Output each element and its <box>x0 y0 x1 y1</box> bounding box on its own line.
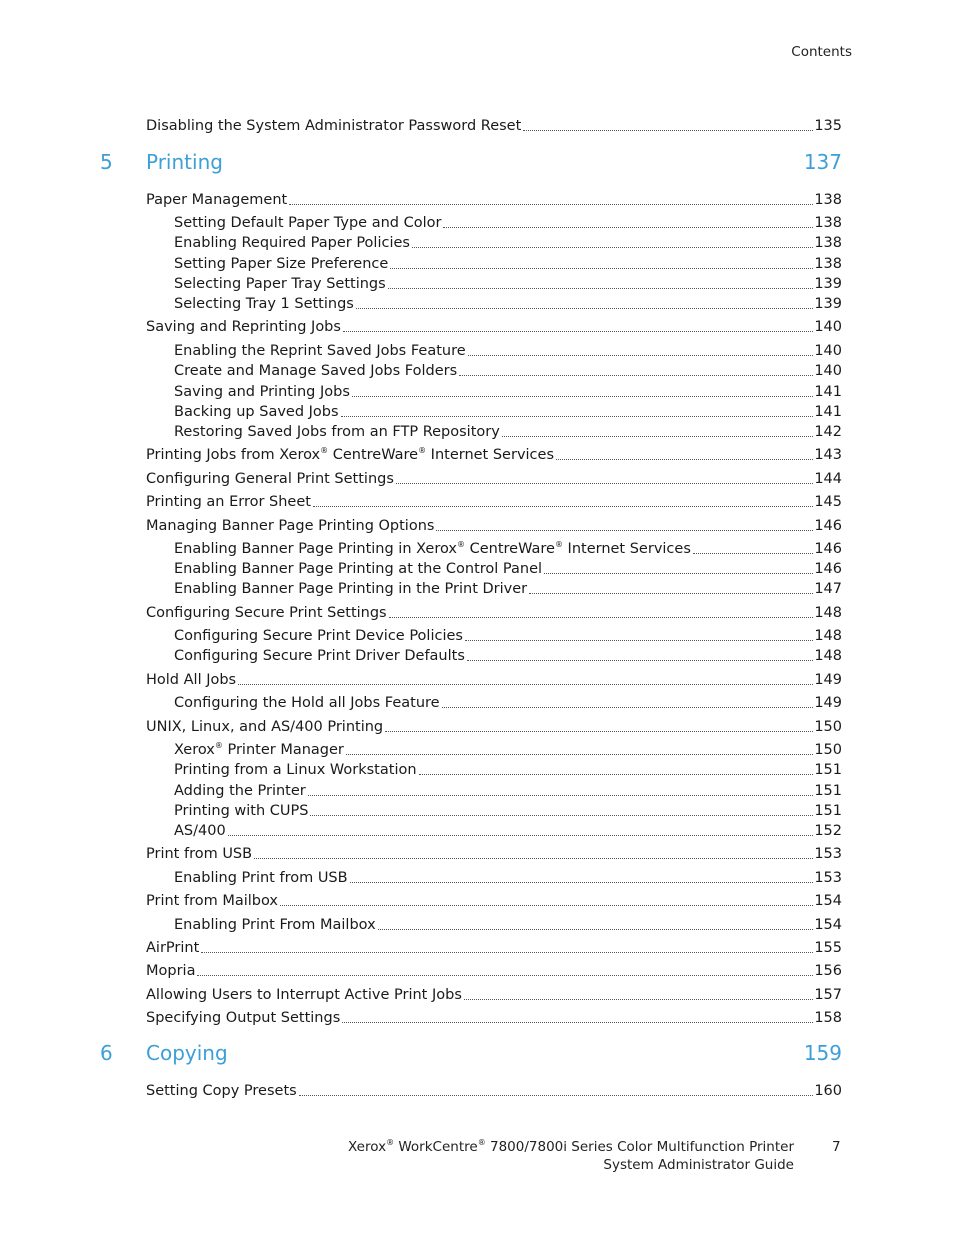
dot-leader <box>390 268 813 269</box>
toc-subentry[interactable] <box>174 213 842 233</box>
toc-subentry[interactable] <box>174 760 842 780</box>
toc-entry-title: Disabling the System Administrator Password Reset <box>146 118 522 134</box>
toc-entry-title: Setting Paper Size Preference <box>174 256 389 272</box>
toc-entry[interactable] <box>146 317 842 337</box>
toc-entry-title: Printing an Error Sheet <box>146 494 311 510</box>
toc-entry-page: 140 <box>814 319 842 335</box>
toc-entry-title: Specifying Output Settings <box>146 1010 341 1026</box>
dot-leader <box>280 905 813 906</box>
dot-leader <box>523 130 813 131</box>
toc-entry-page: 142 <box>814 424 842 440</box>
toc-entry-title: Enabling Banner Page Printing in Xerox® CentreWare® Internet Services <box>174 540 691 557</box>
toc-entry-title: Paper Management <box>146 192 288 208</box>
toc-subentry[interactable] <box>174 422 842 442</box>
dot-leader <box>464 999 813 1000</box>
dot-leader <box>299 1095 814 1096</box>
dot-leader <box>467 660 813 661</box>
toc-entry-title: Saving and Printing Jobs <box>174 384 350 400</box>
dot-leader <box>254 858 813 859</box>
toc-entry-page: 148 <box>814 648 842 664</box>
toc-entry-page: 146 <box>814 518 842 534</box>
dot-leader <box>228 835 814 836</box>
dot-leader <box>346 754 813 755</box>
toc-entry-title: Enabling Print from USB <box>174 870 348 886</box>
chapter-heading-copying[interactable] <box>100 1040 842 1066</box>
toc-entry-title: Configuring the Hold all Jobs Feature <box>174 695 440 711</box>
toc-entry-page: 149 <box>814 672 842 688</box>
chapter-page: 137 <box>803 150 842 174</box>
chapter-page: 159 <box>803 1041 842 1065</box>
dot-leader <box>529 593 813 594</box>
toc-entry-page: 157 <box>814 987 842 1003</box>
toc-entry[interactable] <box>146 1008 842 1028</box>
toc-entry-title: Printing Jobs from Xerox® CentreWare® Internet Services <box>146 446 554 463</box>
toc-entry[interactable] <box>146 116 842 136</box>
dot-leader <box>459 375 813 376</box>
toc-entry-title: Xerox® Printer Manager <box>174 741 344 758</box>
toc-entry-page: 148 <box>814 628 842 644</box>
toc-subentry[interactable] <box>174 821 842 841</box>
toc-subentry[interactable] <box>174 233 842 253</box>
chapter-number: 5 <box>100 150 113 174</box>
toc-entry-page: 150 <box>814 719 842 735</box>
toc-entry[interactable] <box>146 670 842 690</box>
dot-leader <box>313 506 813 507</box>
toc-entry-page: 140 <box>814 363 842 379</box>
dot-leader <box>468 355 814 356</box>
toc-entry-page: 135 <box>814 118 842 134</box>
dot-leader <box>389 617 814 618</box>
toc-entry-page: 150 <box>814 742 842 758</box>
toc-entry-title: Printing with CUPS <box>174 803 309 819</box>
toc-entry-title: UNIX, Linux, and AS/400 Printing <box>146 719 384 735</box>
toc-subentry[interactable] <box>174 361 842 381</box>
toc-subentry[interactable] <box>174 740 842 760</box>
toc-entry[interactable] <box>146 603 842 623</box>
toc-entry-title: Setting Default Paper Type and Color <box>174 215 442 231</box>
toc-entry-title: Saving and Reprinting Jobs <box>146 319 341 335</box>
dot-leader <box>238 684 813 685</box>
toc-entry-title: Configuring Secure Print Settings <box>146 605 387 621</box>
toc-entry-page: 154 <box>814 917 842 933</box>
dot-leader <box>378 929 814 930</box>
toc-entry-page: 138 <box>814 235 842 251</box>
toc-entry-page: 141 <box>814 384 842 400</box>
dot-leader <box>308 795 814 796</box>
footer-product-line: Xerox® WorkCentre® 7800/7800i Series Color Multifunction Printer <box>348 1138 794 1155</box>
dot-leader <box>341 416 814 417</box>
toc-entry-title: Restoring Saved Jobs from an FTP Repository <box>174 424 500 440</box>
dot-leader <box>502 436 814 437</box>
chapter-title: Printing <box>146 150 223 174</box>
toc-subentry[interactable] <box>174 781 842 801</box>
toc-subentry[interactable] <box>174 402 842 422</box>
dot-leader <box>342 1022 813 1023</box>
running-header: Contents <box>791 44 852 60</box>
toc-entry-title: Adding the Printer <box>174 783 306 799</box>
toc-entry[interactable] <box>146 516 842 536</box>
toc-entry-title: Selecting Tray 1 Settings <box>174 296 354 312</box>
toc-entry-title: Configuring Secure Print Driver Defaults <box>174 648 465 664</box>
toc-entry-page: 141 <box>814 404 842 420</box>
toc-entry-page: 139 <box>814 276 842 292</box>
toc-entry[interactable] <box>146 891 842 911</box>
dot-leader <box>443 227 813 228</box>
toc-entry-page: 138 <box>814 192 842 208</box>
toc-subentry[interactable] <box>174 915 842 935</box>
toc-entry[interactable] <box>146 1081 842 1101</box>
toc-subentry[interactable] <box>174 646 842 666</box>
toc-entry-title: Hold All Jobs <box>146 672 237 688</box>
dot-leader <box>436 530 813 531</box>
toc-subentry[interactable] <box>174 559 842 579</box>
toc-subentry[interactable] <box>174 254 842 274</box>
toc-entry-page: 146 <box>814 541 842 557</box>
toc-entry-page: 154 <box>814 893 842 909</box>
toc-entry-title: AirPrint <box>146 940 200 956</box>
toc-entry-title: Backing up Saved Jobs <box>174 404 339 420</box>
toc-subentry[interactable] <box>174 868 842 888</box>
toc-entry-page: 152 <box>814 823 842 839</box>
dot-leader <box>556 459 813 460</box>
toc-entry[interactable] <box>146 844 842 864</box>
toc-entry[interactable] <box>146 492 842 512</box>
dot-leader <box>289 204 813 205</box>
toc-entry-page: 138 <box>814 256 842 272</box>
dot-leader <box>442 707 814 708</box>
dot-leader <box>412 247 813 248</box>
toc-entry-page: 153 <box>814 870 842 886</box>
toc-entry-title: Enabling Banner Page Printing in the Print Driver <box>174 581 528 597</box>
toc-entry-title: Selecting Paper Tray Settings <box>174 276 386 292</box>
toc-subentry[interactable] <box>174 539 842 559</box>
toc-entry-title: Mopria <box>146 963 196 979</box>
running-footer <box>348 1138 794 1174</box>
toc-entry-page: 144 <box>814 471 842 487</box>
toc-entry-title: Configuring General Print Settings <box>146 471 394 487</box>
toc-entry-title: Managing Banner Page Printing Options <box>146 518 435 534</box>
dot-leader <box>201 952 813 953</box>
toc-entry[interactable] <box>146 469 842 489</box>
toc-entry-page: 138 <box>814 215 842 231</box>
toc-entry-title: AS/400 <box>174 823 226 839</box>
dot-leader <box>388 288 814 289</box>
toc-entry-title: Enabling Required Paper Policies <box>174 235 410 251</box>
toc-entry-title: Enabling Banner Page Printing at the Control Panel <box>174 561 543 577</box>
toc-entry[interactable] <box>146 985 842 1005</box>
toc-entry-page: 139 <box>814 296 842 312</box>
toc-subentry[interactable] <box>174 382 842 402</box>
toc-subentry[interactable] <box>174 294 842 314</box>
dot-leader <box>385 731 813 732</box>
dot-leader <box>197 975 813 976</box>
dot-leader <box>350 882 814 883</box>
dot-leader <box>310 815 813 816</box>
chapter-number: 6 <box>100 1041 113 1065</box>
dot-leader <box>465 640 813 641</box>
toc-entry-title: Create and Manage Saved Jobs Folders <box>174 363 458 379</box>
dot-leader <box>352 396 813 397</box>
toc-entry[interactable] <box>146 961 842 981</box>
toc-entry-page: 158 <box>814 1010 842 1026</box>
dot-leader <box>693 553 813 554</box>
toc-entry-page: 153 <box>814 846 842 862</box>
toc-entry-page: 148 <box>814 605 842 621</box>
toc-entry[interactable] <box>146 938 842 958</box>
toc-entry-page: 147 <box>814 581 842 597</box>
toc-entry[interactable] <box>146 717 842 737</box>
toc-entry-title: Setting Copy Presets <box>146 1083 297 1099</box>
toc-entry-page: 145 <box>814 494 842 510</box>
toc-entry-page: 151 <box>814 762 842 778</box>
toc-subentry[interactable] <box>174 801 842 821</box>
toc-entry-title: Print from USB <box>146 846 253 862</box>
toc-entry-page: 160 <box>814 1083 842 1099</box>
toc-subentry[interactable] <box>174 693 842 713</box>
page-number: 7 <box>832 1139 841 1155</box>
toc-entry-page: 149 <box>814 695 842 711</box>
toc-entry-page: 156 <box>814 963 842 979</box>
toc-entry-page: 155 <box>814 940 842 956</box>
toc-entry-title: Enabling Print From Mailbox <box>174 917 376 933</box>
toc-entry[interactable] <box>146 190 842 210</box>
toc-subentry[interactable] <box>174 274 842 294</box>
chapter-heading-printing[interactable] <box>100 149 842 175</box>
toc-entry[interactable] <box>146 445 842 465</box>
toc-entry-page: 140 <box>814 343 842 359</box>
toc-entry-title: Configuring Secure Print Device Policies <box>174 628 463 644</box>
chapter-title: Copying <box>146 1041 228 1065</box>
toc-subentry[interactable] <box>174 341 842 361</box>
toc-entry-page: 146 <box>814 561 842 577</box>
toc-entry-page: 151 <box>814 803 842 819</box>
toc-entry-title: Enabling the Reprint Saved Jobs Feature <box>174 343 466 359</box>
toc-entry-page: 151 <box>814 783 842 799</box>
dot-leader <box>544 573 813 574</box>
toc-subentry[interactable] <box>174 626 842 646</box>
dot-leader <box>419 774 814 775</box>
footer-guide-title: System Administrator Guide <box>603 1157 794 1173</box>
toc-entry-title: Print from Mailbox <box>146 893 278 909</box>
dot-leader <box>343 331 813 332</box>
toc-entry-title: Allowing Users to Interrupt Active Print Jobs <box>146 987 462 1003</box>
toc-entry-title: Printing from a Linux Workstation <box>174 762 417 778</box>
toc-subentry[interactable] <box>174 579 842 599</box>
toc-entry-page: 143 <box>814 447 842 463</box>
dot-leader <box>356 308 813 309</box>
dot-leader <box>396 483 813 484</box>
